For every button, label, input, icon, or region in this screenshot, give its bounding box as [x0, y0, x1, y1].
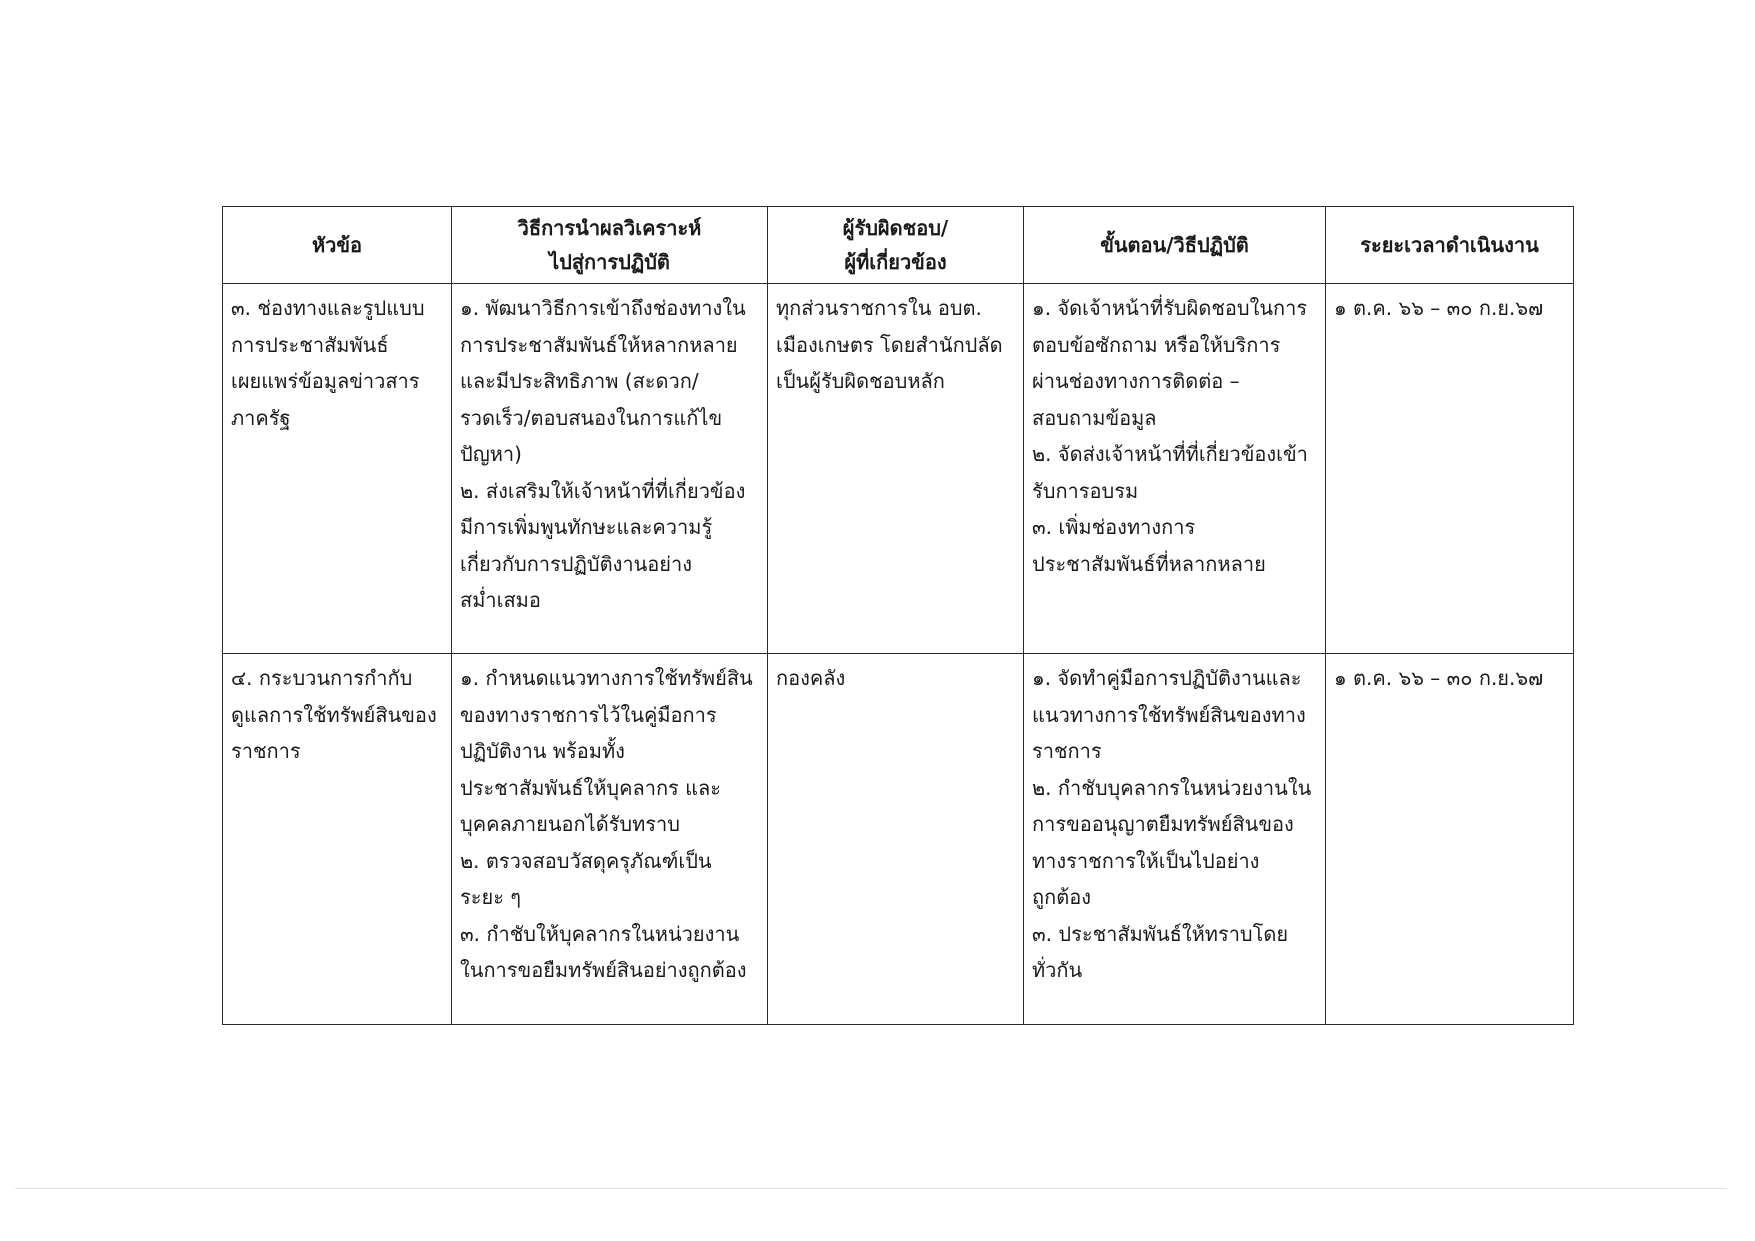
- responsible-cell: ทุกส่วนราชการใน อบต. เมืองเกษตร โดยสำนักปลัด เป็นผู้รับผิดชอบหลัก: [768, 284, 1024, 654]
- header-duration: ระยะเวลาดำเนินงาน: [1326, 207, 1574, 284]
- header-responsible: ผู้รับผิดชอบ/ ผู้ที่เกี่ยวข้อง: [768, 207, 1024, 284]
- duration-cell: ๑ ต.ค. ๖๖ – ๓๐ ก.ย.๖๗: [1326, 284, 1574, 654]
- table-row: [223, 284, 1574, 654]
- procedure-cell: ๑. จัดทำคู่มือการปฏิบัติงานและ แนวทางการใช้ทรัพย์สินของทาง ราชการ ๒. กำชับบุคลากรในหน่วยงานใน การขออนุญาตยืมทรัพย์สินของ ทางราชการให้เป็นไปอย่าง ถูกต้อง ๓. ประชาสัมพันธ์ให้ทราบโดย ทั่วกัน: [1024, 654, 1326, 1025]
- page-divider: [15, 1188, 1727, 1189]
- table-header-row: [223, 207, 1574, 284]
- table-row: [223, 654, 1574, 1025]
- topic-cell: ๔. กระบวนการกำกับ ดูแลการใช้ทรัพย์สินของ ราชการ: [223, 654, 452, 1025]
- method-cell: ๑. พัฒนาวิธีการเข้าถึงช่องทางใน การประชาสัมพันธ์ให้หลากหลาย และมีประสิทธิภาพ (สะดวก/ รวดเร็ว/ตอบสนองในการแก้ไข ปัญหา) ๒. ส่งเสริมให้เจ้าหน้าที่ที่เกี่ยวข้อง มีการเพิ่มพูนทักษะและความรู้ เกี่ยวกับการปฏิบัติงานอย่าง สม่ำเสมอ: [452, 284, 768, 654]
- procedure-cell: ๑. จัดเจ้าหน้าที่รับผิดชอบในการ ตอบข้อซักถาม หรือให้บริการ ผ่านช่องทางการติดต่อ – สอบถามข้อมูล ๒. จัดส่งเจ้าหน้าที่ที่เกี่ยวข้องเข้า รับการอบรม ๓. เพิ่มช่องทางการ ประชาสัมพันธ์ที่หลากหลาย: [1024, 284, 1326, 654]
- header-method: วิธีการนำผลวิเคราะห์ ไปสู่การปฏิบัติ: [452, 207, 768, 284]
- header-topic: หัวข้อ: [223, 207, 452, 284]
- action-plan-table: [222, 206, 1574, 1025]
- duration-cell: ๑ ต.ค. ๖๖ – ๓๐ ก.ย.๖๗: [1326, 654, 1574, 1025]
- header-procedure: ขั้นตอน/วิธีปฏิบัติ: [1024, 207, 1326, 284]
- method-cell: ๑. กำหนดแนวทางการใช้ทรัพย์สิน ของทางราชการไว้ในคู่มือการ ปฏิบัติงาน พร้อมทั้ง ประชาสัมพันธ์ให้บุคลากร และ บุคคลภายนอกได้รับทราบ ๒. ตรวจสอบวัสดุครุภัณฑ์เป็น ระยะ ๆ ๓. กำชับให้บุคลากรในหน่วยงาน ในการขอยืมทรัพย์สินอย่างถูกต้อง: [452, 654, 768, 1025]
- responsible-cell: กองคลัง: [768, 654, 1024, 1025]
- topic-cell: ๓. ช่องทางและรูปแบบ การประชาสัมพันธ์ เผยแพร่ข้อมูลข่าวสาร ภาครัฐ: [223, 284, 452, 654]
